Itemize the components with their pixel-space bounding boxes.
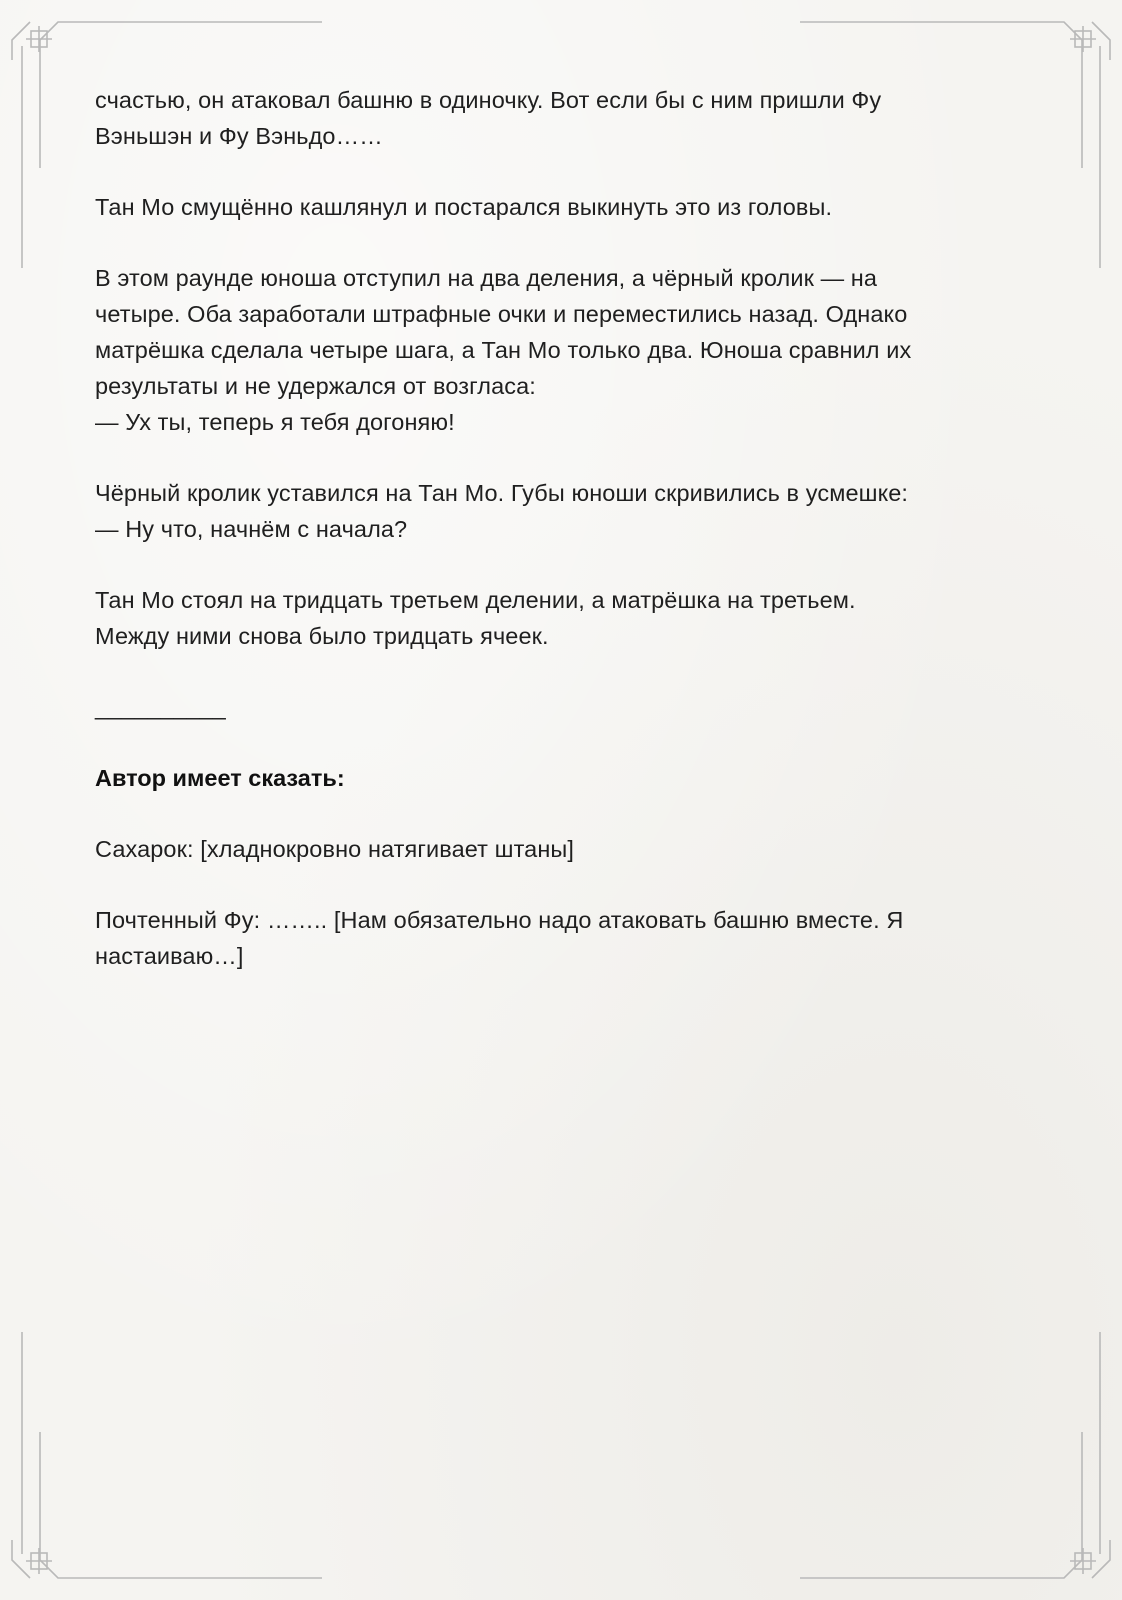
paragraph [95, 582, 1035, 654]
paragraph [95, 475, 1035, 547]
text-line: Чёрный кролик уставился на Тан Мо. Губы юноши скривились в усмешке: [95, 480, 909, 506]
paragraph [95, 82, 1035, 154]
text-line: Почтенный Фу: …….. [Нам обязательно надо атаковать башню вместе. Я [95, 907, 904, 933]
dialogue-line: — Ну что, начнём с начала? [95, 516, 408, 542]
author-note [95, 902, 1035, 974]
paragraph [95, 260, 1035, 440]
text-line: Между ними снова было тридцать ячеек. [95, 623, 549, 649]
text-line: Тан Мо стоял на тридцать третьем делении, а матрёшка на третьем. [95, 587, 856, 613]
text-line: матрёшка сделала четыре шага, а Тан Мо только два. Юноша сравнил их [95, 337, 912, 363]
text-line: счастью, он атаковал башню в одиночку. Вот если бы с ним пришли Фу [95, 87, 882, 113]
text-line: Тан Мо смущённо кашлянул и постарался выкинуть это из головы. [95, 194, 833, 220]
paragraph [95, 189, 1035, 225]
chapter-text [95, 82, 1035, 1009]
author-note [95, 831, 1035, 867]
text-line: В этом раунде юноша отступил на два деления, а чёрный кролик — на [95, 265, 878, 291]
text-line: результаты и не удержался от возгласа: [95, 373, 536, 399]
text-line: Вэньшэн и Фу Вэньдо…… [95, 123, 383, 149]
text-line: настаиваю…] [95, 943, 244, 969]
dialogue-line: — Ух ты, теперь я тебя догоняю! [95, 409, 455, 435]
section-separator: __________ [95, 694, 226, 720]
text-line: Сахарок: [хладнокровно натягивает штаны] [95, 836, 575, 862]
text-line: четыре. Оба заработали штрафные очки и переместились назад. Однако [95, 301, 908, 327]
author-note-heading: Автор имеет сказать: [95, 765, 345, 791]
